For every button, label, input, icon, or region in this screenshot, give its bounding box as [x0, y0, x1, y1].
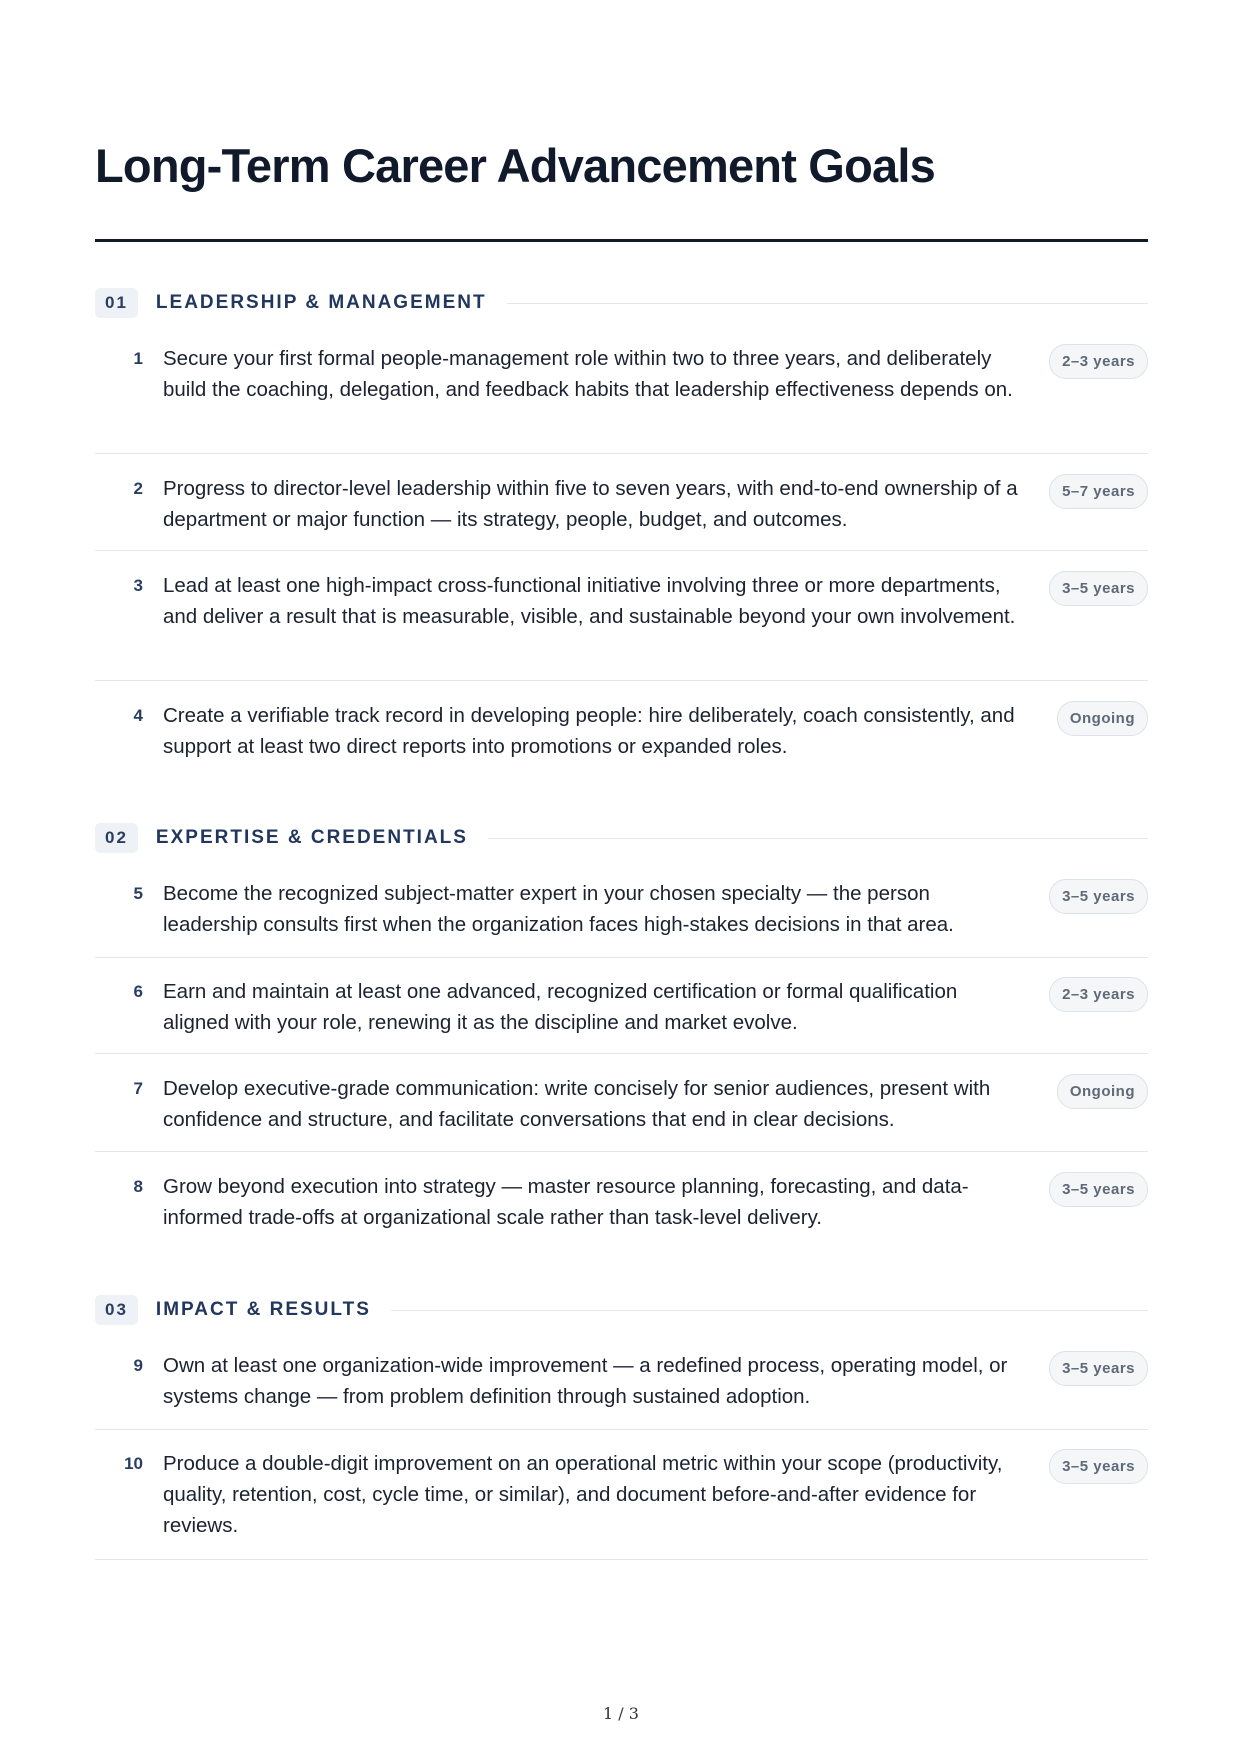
timeframe-badge: Ongoing — [1057, 701, 1148, 736]
goal-number: 10 — [124, 1454, 143, 1473]
section-number: 03 — [95, 1295, 138, 1325]
section-divider — [488, 838, 1148, 839]
section-header — [95, 287, 1148, 319]
section-title: IMPACT & RESULTS — [155, 1299, 371, 1320]
timeframe-badge: 3–5 years — [1049, 879, 1148, 914]
goal-number: 3 — [133, 576, 143, 595]
goal-number: 4 — [133, 706, 143, 725]
timeframe-badge: 2–3 years — [1049, 977, 1148, 1012]
goal-number: 6 — [133, 982, 143, 1001]
section-impact-results — [95, 1294, 1148, 1326]
section-expertise-credentials — [95, 822, 1148, 854]
timeframe-badge: 3–5 years — [1049, 1449, 1148, 1484]
goal-text: Become the recognized subject-matter expert in your chosen specialty — the person leadership consults first when the organization faces high-stakes decisions in that area. — [163, 882, 954, 936]
timeframe-badge: 3–5 years — [1049, 1351, 1148, 1386]
timeframe-badge: 2–3 years — [1049, 344, 1148, 379]
section-leadership-management — [95, 287, 1148, 319]
goal-text: Secure your first formal people-management role within two to three years, and deliberately build the coaching, delegation, and feedback habits that leadership effectiveness depends on. — [163, 347, 1013, 401]
goal-text: Own at least one organization-wide improvement — a redefined process, operating model, or systems change — from problem definition through sustained adoption. — [163, 1354, 1008, 1408]
goal-text: Grow beyond execution into strategy — master resource planning, forecasting, and data-informed trade-offs at organizational scale rather than task-level delivery. — [163, 1175, 969, 1229]
timeframe-badge: 3–5 years — [1049, 571, 1148, 606]
goal-divider — [95, 957, 1148, 958]
goal-number: 7 — [133, 1079, 143, 1098]
section-header — [95, 1294, 1148, 1326]
timeframe-badge: 5–7 years — [1049, 474, 1148, 509]
section-number: 01 — [95, 288, 138, 318]
goal-divider — [95, 1429, 1148, 1430]
goal-divider — [95, 1559, 1148, 1560]
goal-text: Develop executive-grade communication: write concisely for senior audiences, present with confidence and structure, and facilitate conversations that end in clear decisions. — [163, 1077, 991, 1131]
goal-text: Earn and maintain at least one advanced, recognized certification or formal qualification aligned with your role, renewing it as the discipline and market evolve. — [163, 980, 958, 1034]
section-divider — [391, 1310, 1148, 1311]
section-header — [95, 822, 1148, 854]
goal-text: Create a verifiable track record in developing people: hire deliberately, coach consistently, and support at least two direct reports into promotions or expanded roles. — [163, 704, 1015, 758]
goal-divider — [95, 680, 1148, 681]
goal-divider — [95, 1151, 1148, 1152]
goal-divider — [95, 550, 1148, 551]
section-number: 02 — [95, 823, 138, 853]
goal-number: 1 — [133, 349, 143, 368]
goal-text: Produce a double-digit improvement on an operational metric within your scope (productivity, quality, retention, cost, cycle time, or similar), and document before-and-after evidence for reviews. — [163, 1452, 1003, 1537]
goal-text: Progress to director-level leadership within five to seven years, with end-to-end ownership of a department or major function — its strategy, people, budget, and outcomes. — [163, 477, 1018, 531]
section-title: LEADERSHIP & MANAGEMENT — [155, 292, 487, 313]
goal-number: 9 — [133, 1356, 143, 1375]
page-indicator: 1 / 3 — [603, 1704, 639, 1723]
document-title: Long-Term Career Advancement Goals — [95, 139, 935, 192]
timeframe-badge: Ongoing — [1057, 1074, 1148, 1109]
goal-divider — [95, 453, 1148, 454]
title-divider — [95, 239, 1148, 242]
goal-number: 2 — [133, 479, 143, 498]
goal-number: 5 — [133, 884, 143, 903]
section-title: EXPERTISE & CREDENTIALS — [155, 827, 468, 848]
section-divider — [507, 303, 1148, 304]
timeframe-badge: 3–5 years — [1049, 1172, 1148, 1207]
goal-divider — [95, 1053, 1148, 1054]
goal-number: 8 — [133, 1177, 143, 1196]
goal-text: Lead at least one high-impact cross-functional initiative involving three or more departments, and deliver a result that is measurable, visible, and sustainable beyond your own involvement. — [163, 574, 1016, 628]
